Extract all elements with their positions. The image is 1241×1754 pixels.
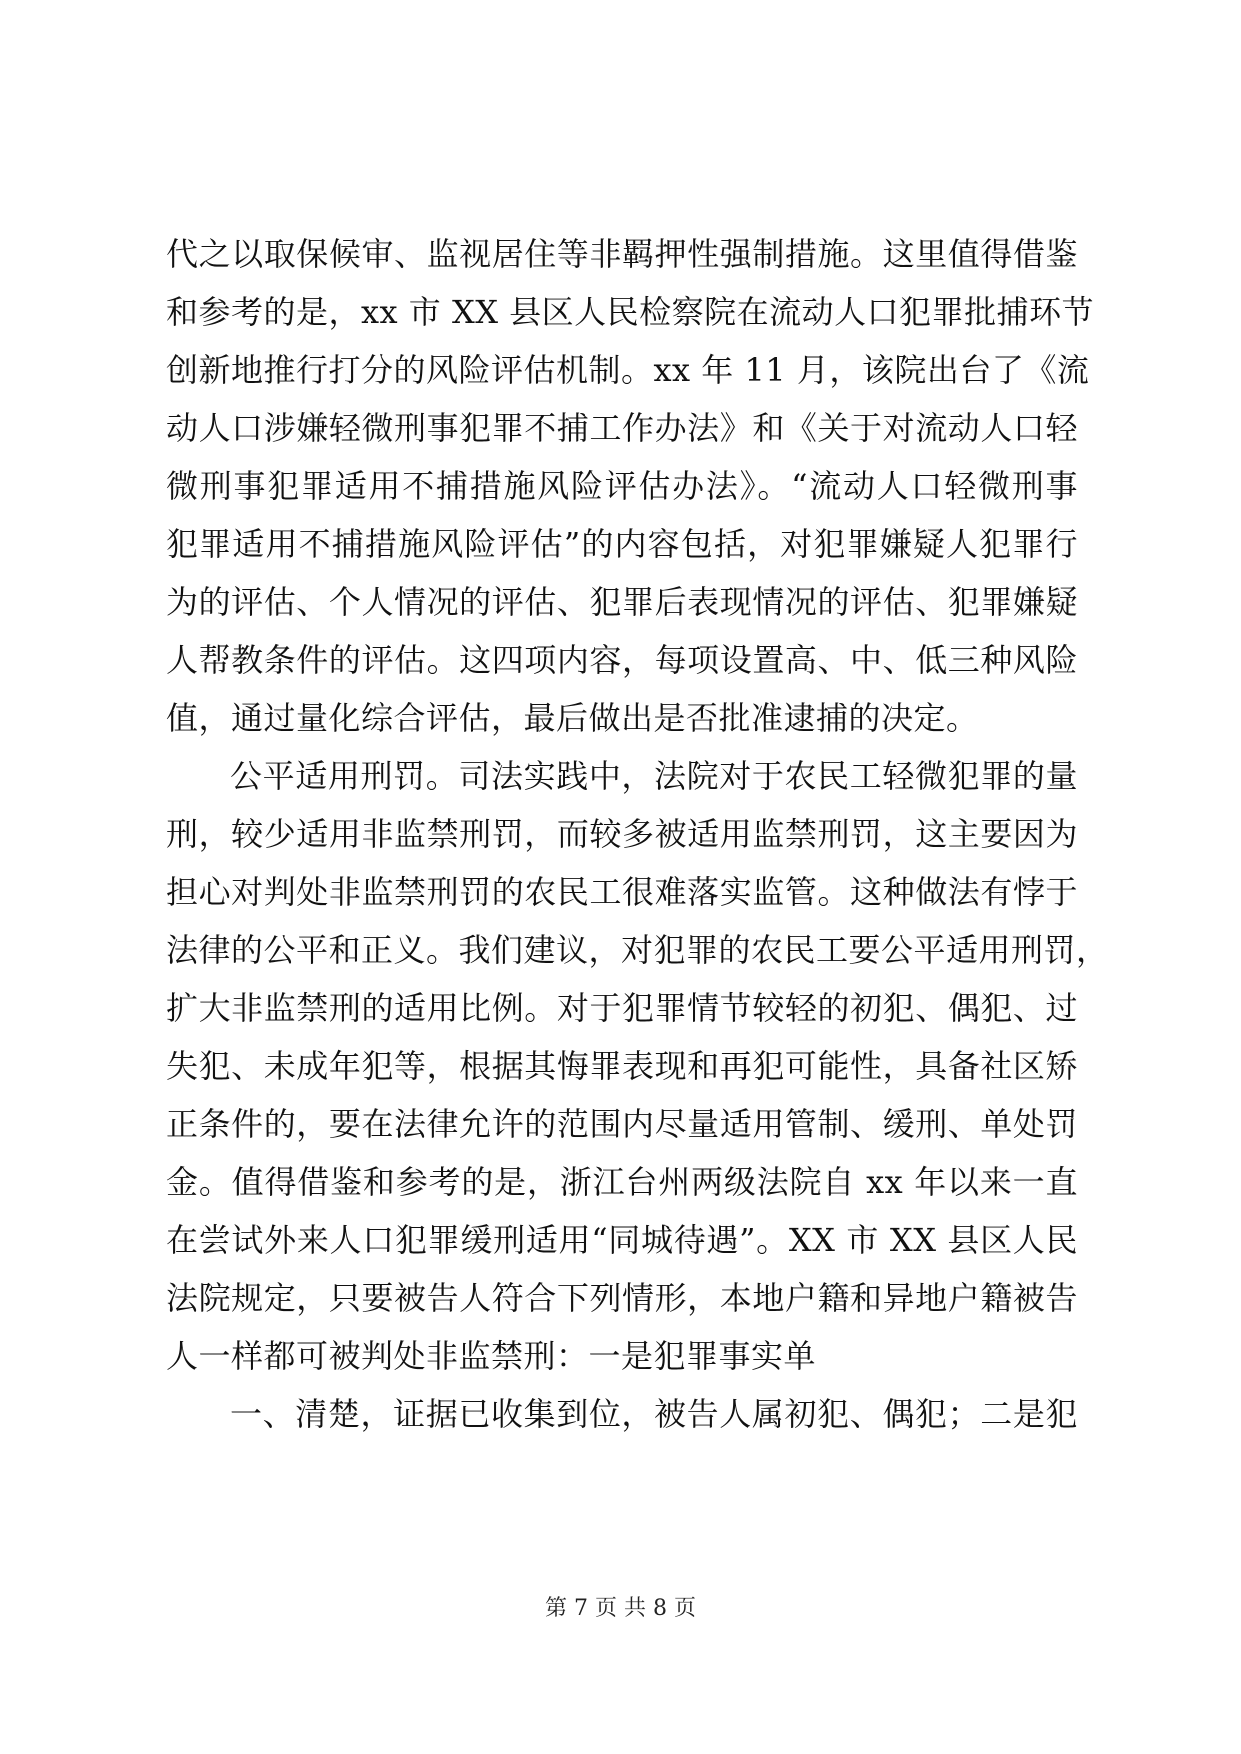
text-line: 公平适用刑罚。司法实践中，法院对于农民工轻微犯罪的量 bbox=[230, 757, 1078, 795]
text-line: 值，通过量化综合评估，最后做出是否批准逮捕的决定。 bbox=[166, 699, 979, 737]
text-line: 动人口涉嫌轻微刑事犯罪不捕工作办法》和《关于对流动人口轻 bbox=[166, 409, 1078, 447]
text-line: 法律的公平和正义。我们建议，对犯罪的农民工要公平适用刑罚， bbox=[166, 931, 1109, 969]
paragraph-2 bbox=[166, 747, 1109, 1385]
page-number-label: 第 7 页 共 8 页 bbox=[545, 1596, 696, 1621]
text-line: 微刑事犯罪适用不捕措施风险评估办法》。“流动人口轻微刑事 bbox=[166, 467, 1078, 505]
text-line: 一、清楚，证据已收集到位，被告人属初犯、偶犯；二是犯 bbox=[230, 1395, 1078, 1433]
text-line: 为的评估、个人情况的评估、犯罪后表现情况的评估、犯罪嫌疑 bbox=[166, 583, 1078, 621]
text-line: 担心对判处非监禁刑罚的农民工很难落实监管。这种做法有悖于 bbox=[166, 873, 1078, 911]
document-body bbox=[166, 225, 1109, 1443]
text-line: 创新地推行打分的风险评估机制。xx 年 11 月，该院出台了《流 bbox=[166, 351, 1090, 389]
text-line: 金。值得借鉴和参考的是，浙江台州两级法院自 xx 年以来一直 bbox=[166, 1163, 1078, 1201]
text-line: 扩大非监禁刑的适用比例。对于犯罪情节较轻的初犯、偶犯、过 bbox=[166, 989, 1078, 1027]
text-line: 代之以取保候审、监视居住等非羁押性强制措施。这里值得借鉴 bbox=[166, 235, 1078, 273]
text-line: 犯罪适用不捕措施风险评估”的内容包括，对犯罪嫌疑人犯罪行 bbox=[166, 525, 1078, 563]
paragraph-3 bbox=[166, 1385, 1078, 1443]
page-footer bbox=[0, 1594, 1241, 1624]
text-line: 人一样都可被判处非监禁刑：一是犯罪事实单 bbox=[166, 1337, 817, 1375]
paragraph-1 bbox=[166, 225, 1095, 747]
text-line: 失犯、未成年犯等，根据其悔罪表现和再犯可能性，具备社区矫 bbox=[166, 1047, 1078, 1085]
text-line: 和参考的是，xx 市 XX 县区人民检察院在流动人口犯罪批捕环节 bbox=[166, 293, 1095, 331]
text-line: 正条件的，要在法律允许的范围内尽量适用管制、缓刑、单处罚 bbox=[166, 1105, 1078, 1143]
text-line: 在尝试外来人口犯罪缓刑适用“同城待遇”。XX 市 XX 县区人民 bbox=[166, 1221, 1078, 1259]
text-line: 人帮教条件的评估。这四项内容，每项设置高、中、低三种风险 bbox=[166, 641, 1078, 679]
text-line: 法院规定，只要被告人符合下列情形，本地户籍和异地户籍被告 bbox=[166, 1279, 1078, 1317]
text-line: 刑，较少适用非监禁刑罚，而较多被适用监禁刑罚，这主要因为 bbox=[166, 815, 1078, 853]
